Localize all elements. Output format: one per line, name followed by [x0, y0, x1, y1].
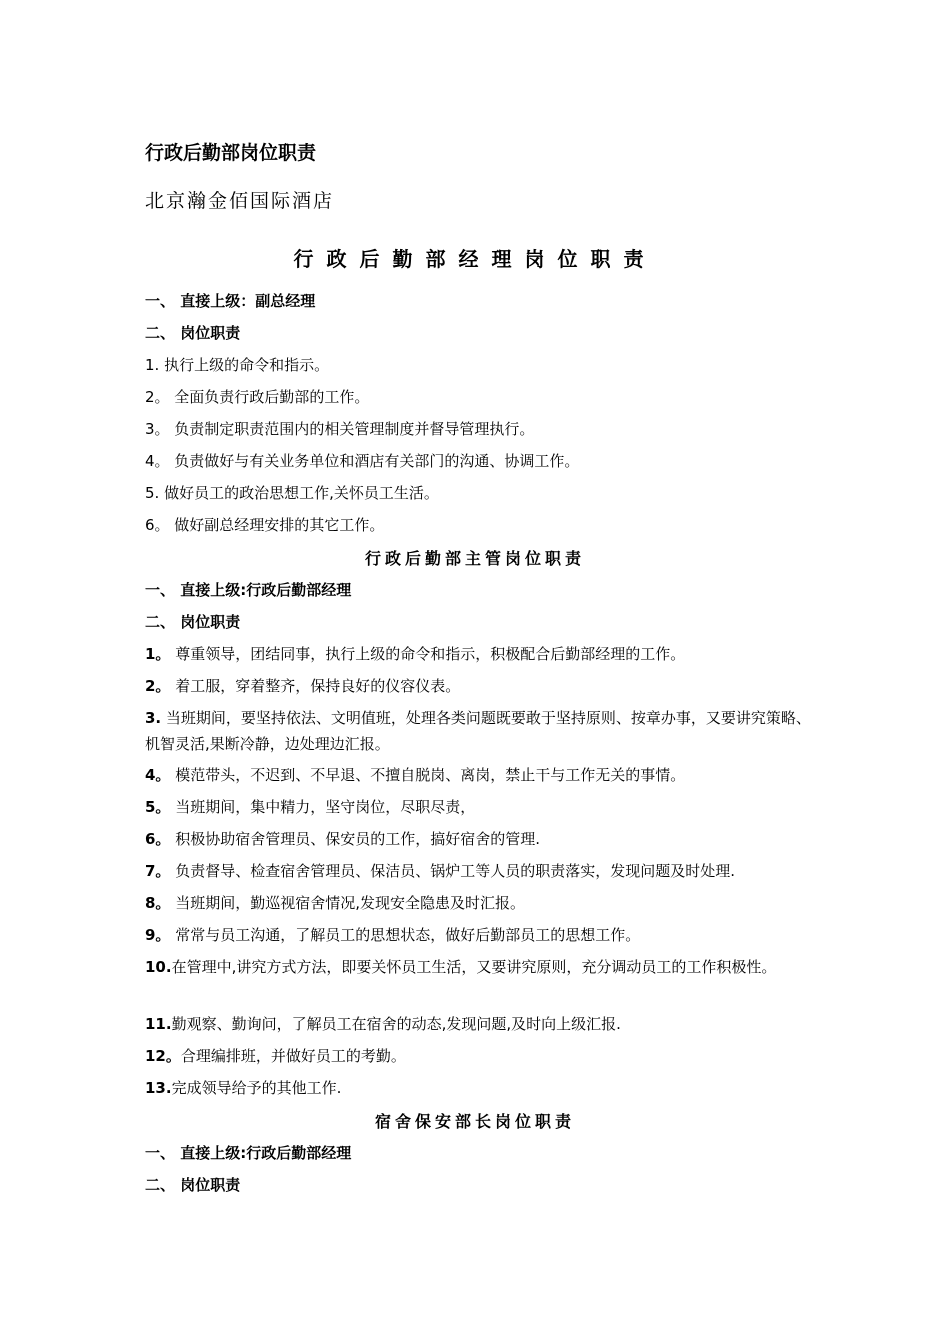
item-number: 6。: [145, 830, 171, 848]
item-text: 积极协助宿舍管理员、保安员的工作，搞好宿舍的管理.: [170, 830, 540, 848]
item-text: 当班期间，要坚持依法、文明值班，处理各类问题既要敢于坚持原则、按章办事，又要讲究策略、机智灵活,果断冷静，边处理边汇报。: [145, 709, 811, 753]
item-number: 11.: [145, 1015, 172, 1033]
item-text: 合理编排班，并做好员工的考勤。: [180, 1047, 406, 1065]
item-text: 常常与员工沟通，了解员工的思想状态，做好后勤部员工的思想工作。: [170, 926, 641, 944]
item-text: 着工服，穿着整齐，保持良好的仪容仪表。: [170, 677, 461, 695]
section2-item: [145, 954, 815, 980]
item-text: 当班期间，集中精力，坚守岗位，尽职尽责，: [170, 798, 476, 816]
item-text: 负责督导、检查宿舍管理员、保洁员、锅炉工等人员的职责落实，发现问题及时处理.: [170, 862, 735, 880]
section2-item: [145, 1043, 815, 1069]
section2-item: [145, 794, 815, 820]
item-text: 勤观察、勤询问，了解员工在宿舍的动态,发现问题,及时向上级汇报.: [171, 1015, 621, 1033]
document-title: 行政后勤部岗位职责: [145, 142, 317, 164]
item-text: 当班期间，勤巡视宿舍情况,发现安全隐患及时汇报。: [170, 894, 525, 912]
section1-item: 6。 做好副总经理安排的其它工作。: [145, 516, 385, 534]
item-number: 13.: [145, 1079, 172, 1097]
section2-duties-label: 二、 岗位职责: [145, 613, 241, 631]
item-number: 5。: [145, 798, 171, 816]
section2-item: [145, 762, 815, 788]
section2-superior: 一、 直接上级:行政后勤部经理: [145, 581, 352, 599]
item-number: 12。: [145, 1047, 181, 1065]
section2-item: [145, 673, 815, 699]
section3-heading: 宿舍保安部长岗位职责: [374, 1112, 575, 1131]
item-text: 在管理中,讲究方式方法，即要关怀员工生活，又要讲究原则，充分调动员工的工作积极性。: [171, 958, 777, 976]
hotel-name: 北京瀚金佰国际酒店: [145, 190, 335, 212]
item-text: 完成领导给予的其他工作.: [171, 1079, 342, 1097]
item-number: 4。: [145, 766, 171, 784]
item-number: 10.: [145, 958, 172, 976]
item-number: 2。: [145, 677, 171, 695]
section1-item: 3。 负责制定职责范围内的相关管理制度并督导管理执行。: [145, 420, 535, 438]
item-number: 9。: [145, 926, 171, 944]
item-number: 7。: [145, 862, 171, 880]
section2-item: [145, 922, 815, 948]
section2-item: [145, 826, 815, 852]
section1-superior: 一、 直接上级：副总经理: [145, 292, 316, 310]
section2-item: [145, 858, 815, 884]
section3-duties-label: 二、 岗位职责: [145, 1176, 241, 1194]
section2-item: [145, 705, 815, 757]
section1-item: 2。 全面负责行政后勤部的工作。: [145, 388, 370, 406]
section1-item: 5. 做好员工的政治思想工作,关怀员工生活。: [145, 484, 439, 502]
section3-superior: 一、 直接上级:行政后勤部经理: [145, 1144, 352, 1162]
item-number: 1。: [145, 645, 171, 663]
section2-item: [145, 641, 815, 667]
item-text: 模范带头，不迟到、不早退、不擅自脱岗、离岗，禁止干与工作无关的事情。: [170, 766, 686, 784]
section1-duties-label: 二、 岗位职责: [145, 324, 241, 342]
item-number: 8。: [145, 894, 171, 912]
item-text: 尊重领导，团结同事，执行上级的命令和指示，积极配合后勤部经理的工作。: [170, 645, 686, 663]
section1-item: 4。 负责做好与有关业务单位和酒店有关部门的沟通、协调工作。: [145, 452, 580, 470]
section2-item: [145, 890, 815, 916]
section1-item: 1. 执行上级的命令和指示。: [145, 356, 330, 374]
item-number: 3.: [145, 709, 162, 727]
section2-heading: 行政后勤部主管岗位职责: [364, 549, 585, 568]
section2-item: [145, 1075, 815, 1101]
section1-heading: 行政后勤部经理岗位职责: [293, 247, 657, 271]
section2-item: [145, 1011, 815, 1037]
